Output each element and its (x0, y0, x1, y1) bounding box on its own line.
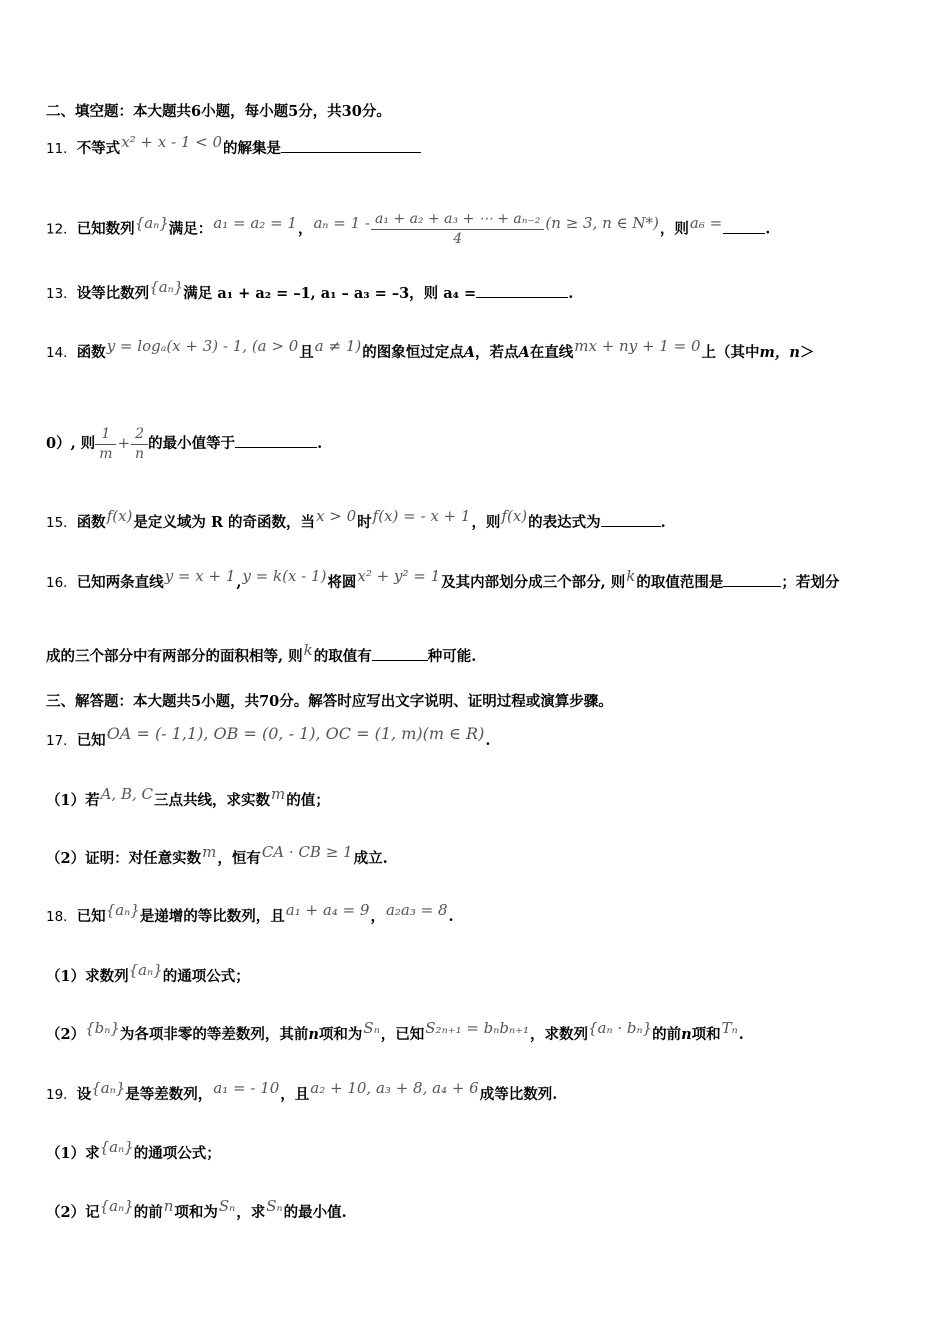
q14-text-mid3: 在直线 (529, 344, 574, 361)
q15-text-post: 的表达式为 (528, 514, 601, 531)
q19-text-post: 成等比数列. (479, 1086, 558, 1103)
q16-line-1: y = x + 1 (164, 567, 236, 585)
answer-blank (723, 221, 765, 234)
q18-n: n (308, 1026, 319, 1043)
question-15 (46, 507, 666, 533)
q12-text-then: ，则 (659, 220, 689, 238)
q17-p1-text: 三点共线，求实数 (154, 792, 270, 809)
question-19-part-1 (46, 1138, 221, 1164)
q12-math-2: aₙ = 1 - (313, 213, 370, 232)
q14-end: . (317, 435, 323, 452)
q17-points: A, B, C (100, 785, 153, 803)
fraction-numerator: 1 (101, 425, 111, 442)
question-number: 15． (46, 515, 77, 531)
q19-math-2: a₂ + 10, a₃ + 8, a₄ + 6 (310, 1079, 479, 1097)
q15-end: . (660, 514, 666, 531)
q19-text: 设 (76, 1086, 92, 1103)
q17-m: m (271, 785, 286, 803)
q17-p2-mid: ，恒有 (217, 850, 261, 867)
q15-text: 函数 (76, 514, 106, 531)
q15-math-2: f(x) = - x + 1 (372, 507, 471, 525)
q19-n: n (163, 1197, 174, 1215)
q18-seq-b: {bₙ} (85, 1019, 120, 1037)
question-number: 18． (46, 909, 77, 925)
answer-blank (372, 648, 428, 661)
answer-blank (281, 140, 421, 153)
q19-sn: Sₙ (266, 1197, 283, 1215)
q14-gt: ＞ (799, 344, 815, 361)
fraction-denominator: 4 (453, 231, 463, 247)
q17-m: m (202, 843, 217, 861)
part-label: （2） (46, 1026, 86, 1043)
question-number: 19． (46, 1087, 77, 1103)
q17-p2-end: 成立. (353, 850, 388, 867)
question-18 (46, 901, 454, 927)
q12-end: . (765, 220, 771, 238)
question-12 (46, 210, 770, 249)
q18-end: . (448, 908, 454, 925)
question-number: 12． (46, 221, 77, 238)
question-19 (46, 1079, 558, 1105)
q16-k: k (303, 641, 313, 659)
q12-seq: {aₙ} (134, 213, 169, 232)
q16-text: 已知两条直线 (76, 574, 164, 591)
q19-text-mid2: ，且 (280, 1086, 310, 1103)
q14-fraction-1 (97, 425, 114, 464)
q19-p2-mid2: 项和为 (174, 1204, 218, 1221)
q12-text-mid: 满足： (168, 220, 213, 238)
question-18-part-2 (46, 1019, 744, 1045)
question-16 (46, 567, 840, 593)
q18-p2-mid: 为各项非零的等差数列，其前 (119, 1026, 309, 1043)
question-16-cont (46, 641, 477, 667)
q16-text-post2: ；若划分 (781, 574, 840, 591)
question-17-part-1 (46, 785, 330, 811)
part-label: （1）求数列 (46, 968, 129, 985)
q19-seq: {aₙ} (91, 1079, 126, 1097)
q16-line-2: y = k(x - 1) (242, 567, 327, 585)
question-14-cont (46, 420, 322, 467)
q12-condition: (n ≥ 3, n ∈ N*) (545, 213, 659, 232)
q13-condition: 满足 a₁ + a₂ = –1, a₁ – a₃ = –3，则 a₄ = (183, 285, 477, 302)
q16-l2-text: 成的三个部分中有两部分的面积相等, 则 (46, 648, 303, 665)
q16-l2-mid: 的取值有 (313, 648, 372, 665)
question-number: 14． (46, 345, 77, 361)
q14-l2-text: 0）, 则 (46, 435, 96, 452)
q14-l2-post: 的最小值等于 (148, 435, 236, 452)
q16-comma: , (236, 574, 242, 591)
q19-p1-post: 的通项公式； (133, 1145, 221, 1162)
q18-seq: {aₙ} (128, 961, 163, 979)
question-number: 13． (46, 286, 77, 302)
q16-l2-post: 种可能. (427, 648, 477, 665)
question-number: 11． (46, 141, 77, 157)
q19-p2-mid3: ，求 (236, 1204, 266, 1221)
q18-math-2: a₂a₃ = 8 (385, 901, 448, 919)
q18-p2-mid3: ，已知 (380, 1026, 425, 1043)
q16-text-mid2: 及其内部划分成三个部分, 则 (441, 574, 626, 591)
q18-text-mid: 是递增的等比数列，且 (139, 908, 285, 925)
q14-text-mid2: ，若点 (475, 344, 519, 361)
q15-text-mid2: 时 (357, 514, 372, 531)
q14-math-line: mx + ny + 1 = 0 (574, 337, 701, 355)
q17-end: . (485, 732, 491, 749)
question-19-part-2 (46, 1197, 347, 1223)
q14-text-mid: 的图象恒过定点 (362, 344, 464, 361)
q18-math: S₂ₙ₊₁ = bₙbₙ₊₁ (425, 1019, 529, 1037)
answer-blank (235, 435, 317, 448)
q19-seq: {aₙ} (99, 1197, 134, 1215)
q18-p1-post: 的通项公式； (162, 968, 250, 985)
q15-fx: f(x) (106, 507, 133, 525)
q17-math: OA = (- 1,1), OB = (0, - 1), OC = (1, m)(m ∈ R) (106, 724, 485, 743)
q18-seq: {aₙ} (105, 901, 140, 919)
answer-blank (723, 574, 781, 587)
q18-math-1: a₁ + a₄ = 9 (285, 901, 370, 919)
q15-text-mid3: ，则 (471, 514, 501, 531)
q12-fraction (373, 210, 542, 249)
part-label: （2）证明：对任意实数 (46, 850, 202, 867)
q14-plus: + (117, 434, 131, 452)
q17-p1-end: 的值； (286, 792, 330, 809)
q17-inequality: CA · CB ≥ 1 (261, 843, 353, 861)
q19-math-1: a₁ = - 10 (213, 1079, 280, 1097)
q18-sn: Sₙ (363, 1019, 380, 1037)
q11-math: x² + x - 1 < 0 (121, 133, 223, 151)
q12-text: 已知数列 (76, 220, 135, 238)
q19-seq: {aₙ} (99, 1138, 134, 1156)
q14-math-1: y = logₐ(x + 3) - 1, (a > 0 (106, 337, 299, 355)
q18-text: 已知 (76, 908, 106, 925)
q14-math-2: a ≠ 1) (314, 337, 362, 355)
question-17 (46, 724, 491, 751)
q16-k: k (626, 567, 636, 585)
fraction-denominator: m (99, 445, 113, 462)
point-a: A (463, 344, 475, 361)
q15-fx: f(x) (501, 507, 528, 525)
q17-text: 已知 (76, 732, 106, 749)
q18-p2-end: . (738, 1026, 744, 1043)
question-17-part-2 (46, 843, 388, 869)
q13-seq: {aₙ} (149, 278, 184, 296)
q18-p2-mid2: 项和为 (318, 1026, 363, 1043)
q19-p2-end: 的最小值. (283, 1204, 347, 1221)
q18-n: n (681, 1026, 692, 1043)
q11-text-post: 的解集是 (223, 140, 282, 157)
answer-blank (601, 514, 661, 527)
q18-seq-ab: {aₙ · bₙ} (587, 1019, 653, 1037)
q19-text-mid: 是等差数列， (125, 1086, 213, 1103)
question-14 (46, 337, 815, 363)
section3-heading: 三、解答题：本大题共5小题，共70分。解答时应写出文字说明、证明过程或演算步骤。 (46, 693, 613, 710)
q16-text-post: 的取值范围是 (636, 574, 724, 591)
q13-end: . (568, 285, 574, 302)
part-label: （2）记 (46, 1204, 100, 1221)
q19-p2-mid: 的前 (133, 1204, 163, 1221)
q18-p2-mid5: 的前 (652, 1026, 682, 1043)
q12-comma: ， (297, 220, 313, 238)
part-label: （1）若 (46, 792, 100, 809)
q18-comma: ， (370, 908, 385, 925)
q18-p2-mid4: ，求数列 (529, 1026, 588, 1043)
q14-text: 函数 (76, 344, 106, 361)
question-11 (46, 133, 421, 159)
fraction-numerator: a₁ + a₂ + a₃ + ⋯ + aₙ₋₂ (374, 211, 541, 227)
question-18-part-1 (46, 961, 250, 987)
q18-p2-mid6: 项和 (691, 1026, 721, 1043)
q15-math-1: x > 0 (316, 507, 357, 525)
section2-heading: 二、填空题：本大题共6小题，每小题5分，共30分。 (46, 103, 391, 120)
answer-blank (476, 285, 568, 298)
q14-and: 且 (299, 344, 314, 361)
part-label: （1）求 (46, 1145, 100, 1162)
q16-circle: x² + y² = 1 (357, 567, 441, 585)
q14-mn: m，n (759, 344, 800, 361)
q15-text-mid: 是定义域为 R 的奇函数，当 (133, 514, 316, 531)
question-13 (46, 278, 574, 304)
q19-sn: Sₙ (218, 1197, 236, 1215)
question-number: 17． (46, 733, 77, 749)
q16-text-mid: 将圆 (327, 574, 357, 591)
q13-text: 设等比数列 (76, 285, 150, 302)
q14-text-post: 上（其中 (701, 344, 760, 361)
point-a: A (518, 344, 530, 361)
fraction-denominator: n (135, 445, 145, 462)
q12-math-1: a₁ = a₂ = 1 (213, 213, 297, 232)
q11-text: 不等式 (76, 140, 121, 157)
q18-tn: Tₙ (721, 1019, 738, 1037)
q12-math-3: a₆ = (689, 213, 723, 232)
question-number: 16． (46, 575, 77, 591)
fraction-numerator: 2 (135, 425, 145, 442)
q14-fraction-2 (133, 425, 146, 464)
